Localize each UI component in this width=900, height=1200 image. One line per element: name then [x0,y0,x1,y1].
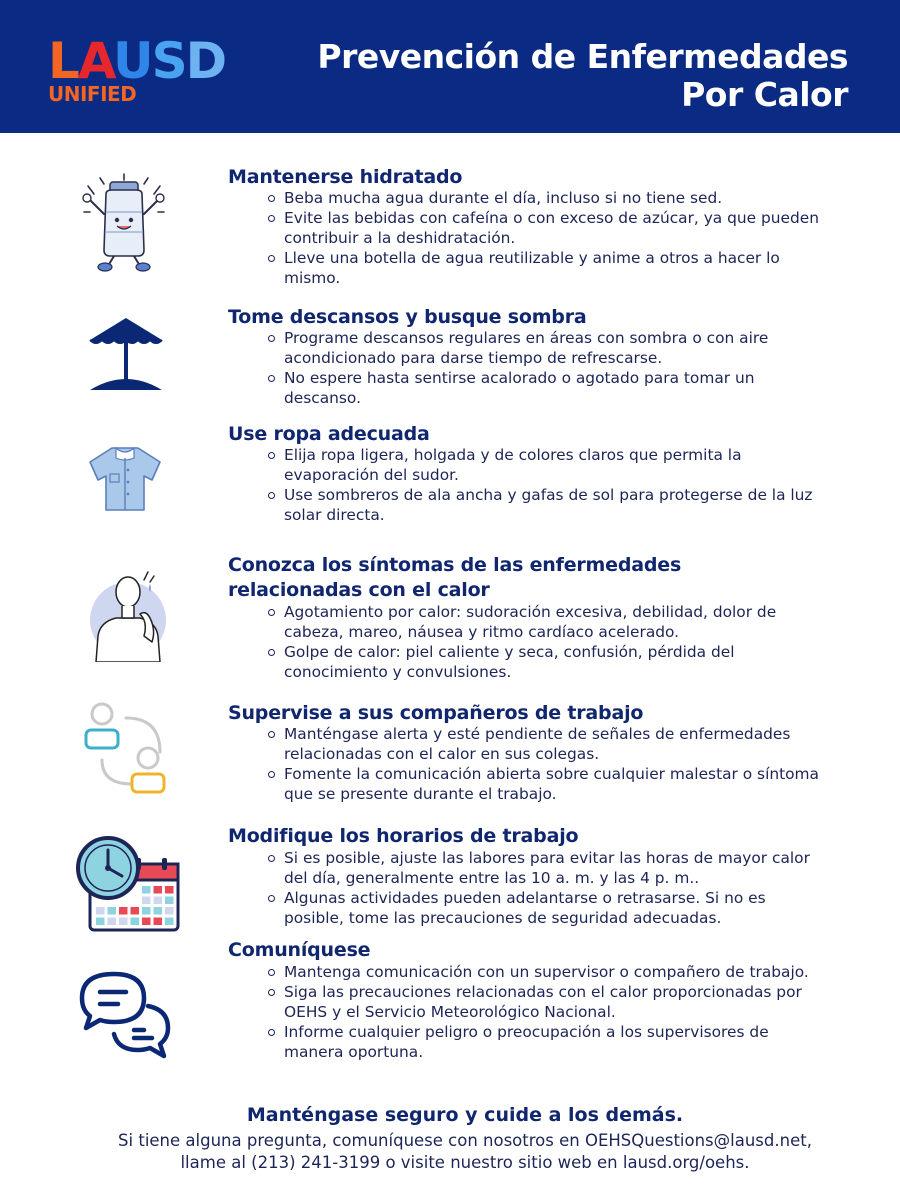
list-item: Agotamiento por calor: sudoración excesiva, debilidad, dolor de cabeza, mareo, náusea y ritmo cardíaco acelerado. [268,602,828,642]
bullet-list [268,188,828,288]
clock-calendar-icon [74,834,182,934]
list-item: Algunas actividades pueden adelantarse o retrasarse. Si no es posible, tome las precauciones de seguridad adecuadas. [268,888,828,928]
section-title: Mantenerse hidratado [228,166,463,188]
bullet-list [268,724,828,804]
section-title: Modifique los horarios de trabajo [228,825,579,847]
list-item: Use sombreros de ala ancha y gafas de sol para protegerse de la luz solar directa. [268,485,828,525]
footer-contact: Si tiene alguna pregunta, comuníquese con nosotros en OEHSQuestions@lausd.net, llame al (213) 241-3199 o visite nuestro sitio web en lausd.org/oehs. [118,1131,812,1172]
section-title: Use ropa adecuada [228,423,430,445]
list-item: Beba mucha agua durante el día, incluso si no tiene sed. [268,188,828,208]
header-banner [0,0,900,133]
water-bottle-icon [78,172,170,272]
logo-unified-text: UNIFIED [48,82,137,106]
sweating-person-icon [88,566,168,662]
section-title: Tome descansos y busque sombra [228,306,587,328]
bullet-list [268,445,828,525]
list-item: Lleve una botella de agua reutilizable y anime a otros a hacer lo mismo. [268,248,828,288]
coworkers-icon [82,700,170,798]
list-item: Programe descansos regulares en áreas con sombra o con aire acondicionado para darse tiempo de refrescarse. [268,328,828,368]
section-title: Conozca los síntomas de las enfermedades relacionadas con el calor [228,554,682,601]
lausd-logo: LAUSD UNIFIED [48,32,226,106]
bullet-list [268,848,828,928]
shirt-icon [86,444,164,514]
list-item: Siga las precauciones relacionadas con el calor proporcionadas por OEHS y el Servicio Meteorológico Nacional. [268,982,828,1022]
bullet-list [268,602,828,682]
list-item: Mantenga comunicación con un supervisor o compañero de trabajo. [268,962,828,982]
list-item: Elija ropa ligera, holgada y de colores claros que permita la evaporación del sudor. [268,445,828,485]
list-item: Evite las bebidas con cafeína o con exceso de azúcar, ya que pueden contribuir a la deshidratación. [268,208,828,248]
list-item: No espere hasta sentirse acalorado o agotado para tomar un descanso. [268,368,828,408]
footer-title: Manténgase seguro y cuide a los demás. [246,1104,684,1126]
page-title: Prevención de Enfermedades Por Calor [317,37,848,114]
list-item: Manténgase alerta y esté pendiente de señales de enfermedades relacionadas con el calor en sus colegas. [268,724,828,764]
bullet-list [268,962,828,1062]
list-item: Fomente la comunicación abierta sobre cualquier malestar o síntoma que se presente durante el trabajo. [268,764,828,804]
list-item: Golpe de calor: piel caliente y seca, confusión, pérdida del conocimiento y convulsiones. [268,642,828,682]
bullet-list [268,328,828,408]
section-title: Supervise a sus compañeros de trabajo [228,702,644,724]
list-item: Informe cualquier peligro o preocupación a los supervisores de manera oportuna. [268,1022,828,1062]
section-title: Comuníquese [228,939,371,961]
list-item: Si es posible, ajuste las labores para evitar las horas de mayor calor del día, generalmente entre las 10 a. m. y las 4 p. m.. [268,848,828,888]
chat-bubbles-icon [78,970,172,1062]
beach-umbrella-icon [86,316,166,392]
